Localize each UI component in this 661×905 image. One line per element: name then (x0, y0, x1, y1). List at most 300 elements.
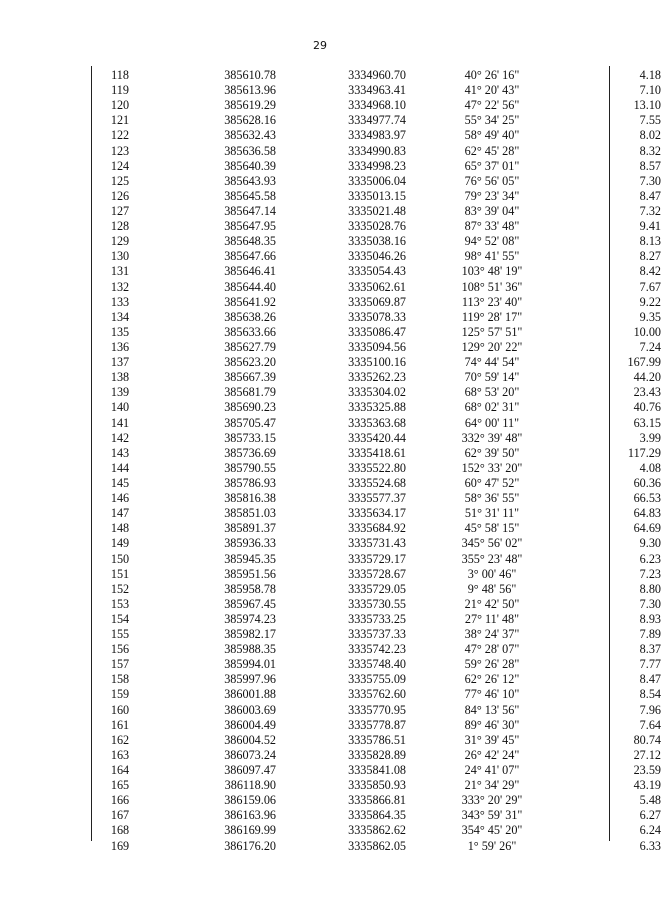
distance-value: 8.93 (639, 611, 661, 626)
northing-value: 3335094.56 (348, 339, 406, 354)
northing-value: 3335078.33 (348, 309, 406, 324)
northing-value: 3335755.09 (348, 672, 406, 687)
bearing-value: 64° 00' 11" (464, 415, 520, 430)
easting-value: 385891.37 (224, 521, 276, 536)
northing-value: 3334963.41 (348, 83, 406, 98)
easting-value: 385790.55 (224, 460, 276, 475)
table-row (92, 279, 661, 295)
point-number: 168 (110, 823, 130, 838)
table-row (92, 445, 661, 461)
table-row (92, 687, 661, 702)
distance-value: 10.00 (633, 324, 661, 339)
bearing-value: 26° 42' 24" (464, 747, 520, 762)
distance-value: 13.10 (633, 98, 661, 113)
table-row (92, 778, 661, 793)
easting-value: 386176.20 (224, 838, 276, 853)
distance-value: 23.59 (633, 763, 661, 778)
point-number: 140 (110, 400, 130, 415)
northing-value: 3335577.37 (348, 491, 406, 506)
easting-value: 385705.47 (224, 415, 276, 430)
table-row (92, 793, 661, 808)
northing-value: 3335730.55 (348, 596, 406, 611)
distance-value: 44.20 (633, 370, 661, 385)
bearing-value: 74° 44' 54" (464, 355, 520, 370)
distance-value: 7.32 (639, 203, 661, 218)
distance-value: 167.99 (627, 355, 661, 370)
northing-value: 3335634.17 (348, 506, 406, 521)
point-number: 119 (111, 83, 129, 98)
distance-value: 4.18 (639, 68, 661, 82)
easting-value: 385967.45 (224, 596, 276, 611)
easting-value: 385645.58 (224, 188, 276, 203)
table-row (92, 324, 661, 340)
table-row (92, 596, 661, 612)
point-number: 164 (110, 763, 130, 778)
point-number: 144 (110, 460, 130, 475)
table-row (92, 173, 661, 189)
easting-value: 385982.17 (224, 627, 276, 642)
bearing-value: 125° 57' 51" (461, 324, 523, 339)
point-number: 143 (110, 445, 130, 460)
northing-value: 3335420.44 (348, 430, 406, 445)
easting-value: 385646.41 (224, 264, 276, 279)
bearing-value: 65° 37' 01" (464, 158, 520, 173)
northing-value: 3334990.83 (348, 143, 406, 158)
table-row (92, 475, 661, 491)
easting-value: 386163.96 (224, 808, 276, 823)
point-number: 127 (110, 203, 130, 218)
northing-value: 3335731.43 (348, 536, 406, 551)
northing-value: 3335069.87 (348, 294, 406, 309)
northing-value: 3335862.62 (348, 823, 406, 838)
northing-value: 3335054.43 (348, 264, 406, 279)
northing-value: 3335038.16 (348, 234, 406, 249)
distance-value: 66.53 (633, 491, 661, 506)
point-number: 145 (110, 475, 130, 490)
bearing-value: 62° 39' 50" (464, 445, 520, 460)
bearing-value: 21° 42' 50" (464, 596, 520, 611)
bearing-value: 79° 23' 34" (464, 188, 520, 203)
northing-value: 3334983.97 (348, 128, 406, 143)
bearing-value: 87° 33' 48" (464, 219, 520, 234)
northing-value: 3335828.89 (348, 747, 406, 762)
distance-value: 64.83 (633, 506, 661, 521)
bearing-value: 1° 59' 26" (467, 838, 517, 853)
point-number: 152 (110, 581, 130, 596)
northing-value: 3335748.40 (348, 657, 406, 672)
table-row (92, 415, 661, 431)
table-row (92, 672, 661, 687)
easting-value: 385619.29 (224, 98, 276, 113)
easting-value: 385627.79 (224, 339, 276, 354)
table-row (92, 581, 661, 597)
easting-value: 385647.95 (224, 219, 276, 234)
distance-value: 80.74 (633, 732, 661, 747)
distance-value: 8.57 (639, 158, 661, 173)
bearing-value: 355° 23' 48" (461, 551, 523, 566)
distance-value: 27.12 (633, 747, 661, 762)
point-number: 151 (110, 566, 130, 581)
easting-value: 385681.79 (224, 385, 276, 400)
northing-value: 3335304.02 (348, 385, 406, 400)
distance-value: 8.54 (639, 687, 661, 702)
bearing-value: 98° 41' 55" (464, 249, 520, 264)
northing-value: 3335862.05 (348, 838, 406, 853)
distance-value: 7.77 (639, 657, 661, 672)
bearing-value: 70° 59' 14" (464, 370, 520, 385)
point-number: 165 (110, 778, 130, 793)
distance-value: 6.23 (639, 551, 661, 566)
distance-value: 8.47 (639, 672, 661, 687)
point-number: 133 (110, 294, 130, 309)
point-number: 153 (110, 596, 130, 611)
distance-value: 7.55 (639, 113, 661, 128)
northing-value: 3335524.68 (348, 475, 406, 490)
bearing-value: 76° 56' 05" (464, 173, 520, 188)
bearing-value: 77° 46' 10" (464, 687, 520, 702)
bearing-value: 60° 47' 52" (464, 475, 520, 490)
bearing-value: 58° 36' 55" (464, 491, 520, 506)
table-row (92, 264, 661, 279)
table-row (92, 309, 661, 325)
table-row (92, 551, 661, 567)
bearing-value: 84° 13' 56" (464, 702, 520, 717)
easting-value: 386159.06 (224, 793, 276, 808)
bearing-value: 68° 53' 20" (464, 385, 520, 400)
point-number: 155 (110, 627, 130, 642)
table-row (92, 536, 661, 551)
table-row (92, 642, 661, 657)
distance-value: 7.30 (639, 596, 661, 611)
easting-value: 386004.49 (224, 717, 276, 732)
bearing-value: 103° 48' 19" (461, 264, 523, 279)
distance-value: 8.13 (639, 234, 661, 249)
easting-value: 385816.38 (224, 491, 276, 506)
point-number: 139 (110, 385, 130, 400)
bearing-value: 113° 23' 40" (461, 294, 523, 309)
northing-value: 3335841.08 (348, 763, 406, 778)
distance-value: 9.41 (639, 219, 661, 234)
table-row (92, 491, 661, 506)
northing-value: 3335786.51 (348, 732, 406, 747)
table-row (92, 702, 661, 718)
table-row (92, 611, 661, 627)
northing-value: 3335778.87 (348, 717, 406, 732)
bearing-value: 9° 48' 56" (467, 581, 517, 596)
distance-value: 8.47 (639, 188, 661, 203)
table-row (92, 294, 661, 310)
bearing-value: 94° 52' 08" (464, 234, 520, 249)
bearing-value: 333° 20' 29" (461, 793, 523, 808)
table-row (92, 68, 661, 83)
bearing-value: 31° 39' 45" (464, 732, 520, 747)
table-row (92, 234, 661, 249)
point-number: 141 (110, 415, 130, 430)
northing-value: 3334998.23 (348, 158, 406, 173)
easting-value: 385641.92 (224, 294, 276, 309)
table-row (92, 400, 661, 415)
bearing-value: 40° 26' 16" (464, 68, 520, 82)
bearing-value: 51° 31' 11" (464, 506, 520, 521)
table-row (92, 385, 661, 400)
distance-value: 23.43 (633, 385, 661, 400)
point-number: 126 (110, 188, 130, 203)
point-number: 148 (110, 521, 130, 536)
easting-value: 386118.90 (224, 778, 276, 793)
easting-value: 385623.20 (224, 355, 276, 370)
table-row (92, 521, 661, 536)
table-row (92, 460, 661, 476)
easting-value: 385690.23 (224, 400, 276, 415)
easting-value: 385988.35 (224, 642, 276, 657)
bearing-value: 119° 28' 17" (461, 309, 523, 324)
point-number: 131 (110, 264, 130, 279)
point-number: 157 (110, 657, 130, 672)
bearing-value: 354° 45' 20" (461, 823, 523, 838)
easting-value: 385945.35 (224, 551, 276, 566)
distance-value: 64.69 (633, 521, 661, 536)
point-number: 161 (110, 717, 130, 732)
easting-value: 385632.43 (224, 128, 276, 143)
distance-value: 9.30 (639, 536, 661, 551)
northing-value: 3334960.70 (348, 68, 406, 82)
distance-value: 40.76 (633, 400, 661, 415)
northing-value: 3335363.68 (348, 415, 406, 430)
table-row (92, 113, 661, 128)
easting-value: 385647.66 (224, 249, 276, 264)
distance-value: 7.89 (639, 627, 661, 642)
point-number: 158 (110, 672, 130, 687)
table-row (92, 339, 661, 355)
northing-value: 3335684.92 (348, 521, 406, 536)
table-row (92, 98, 661, 113)
easting-value: 385736.69 (224, 445, 276, 460)
easting-value: 385851.03 (224, 506, 276, 521)
bearing-value: 345° 56' 02" (461, 536, 523, 551)
table-row (92, 430, 661, 446)
point-number: 150 (110, 551, 130, 566)
distance-value: 8.42 (639, 264, 661, 279)
table-row (92, 747, 661, 763)
table-row (92, 158, 661, 174)
bearing-value: 38° 24' 37" (464, 627, 520, 642)
northing-value: 3335864.35 (348, 808, 406, 823)
point-number: 134 (110, 309, 130, 324)
bearing-value: 55° 34' 25" (464, 113, 520, 128)
point-number: 162 (110, 732, 130, 747)
distance-value: 60.36 (633, 475, 661, 490)
northing-value: 3335262.23 (348, 370, 406, 385)
point-number: 160 (110, 702, 130, 717)
table-row (92, 627, 661, 642)
northing-value: 3335729.17 (348, 551, 406, 566)
distance-value: 7.10 (639, 83, 661, 98)
point-number: 137 (110, 355, 130, 370)
easting-value: 385636.58 (224, 143, 276, 158)
point-number: 156 (110, 642, 130, 657)
easting-value: 385640.39 (224, 158, 276, 173)
distance-value: 8.80 (639, 581, 661, 596)
point-number: 163 (110, 747, 130, 762)
point-number: 130 (110, 249, 130, 264)
point-number: 135 (110, 324, 130, 339)
table-row (92, 657, 661, 672)
easting-value: 386003.69 (224, 702, 276, 717)
table-row (92, 566, 661, 582)
table-row (92, 249, 661, 264)
easting-value: 385994.01 (224, 657, 276, 672)
northing-value: 3335522.80 (348, 460, 406, 475)
bearing-value: 62° 26' 12" (464, 672, 520, 687)
easting-value: 385613.96 (224, 83, 276, 98)
table-row (92, 506, 661, 521)
bearing-value: 152° 33' 20" (461, 460, 523, 475)
table-row (92, 808, 661, 823)
table-row (92, 838, 661, 854)
distance-value: 6.24 (639, 823, 661, 838)
northing-value: 3335733.25 (348, 611, 406, 626)
easting-value: 385733.15 (224, 430, 276, 445)
northing-value: 3335062.61 (348, 279, 406, 294)
northing-value: 3335021.48 (348, 203, 406, 218)
distance-value: 7.64 (639, 717, 661, 732)
easting-value: 385958.78 (224, 581, 276, 596)
page-number: 29 (313, 39, 327, 52)
bearing-value: 3° 00' 46" (467, 566, 517, 581)
distance-value: 5.48 (639, 793, 661, 808)
table-row (92, 188, 661, 204)
easting-value: 386004.52 (224, 732, 276, 747)
point-number: 128 (110, 219, 130, 234)
northing-value: 3335742.23 (348, 642, 406, 657)
easting-value: 385997.96 (224, 672, 276, 687)
distance-value: 7.23 (639, 566, 661, 581)
point-number: 169 (110, 838, 130, 853)
northing-value: 3335046.26 (348, 249, 406, 264)
easting-value: 386097.47 (224, 763, 276, 778)
bearing-value: 41° 20' 43" (464, 83, 520, 98)
easting-value: 385628.16 (224, 113, 276, 128)
easting-value: 386169.99 (224, 823, 276, 838)
point-number: 136 (110, 339, 130, 354)
bearing-value: 21° 34' 29" (464, 778, 520, 793)
northing-value: 3335418.61 (348, 445, 406, 460)
distance-value: 7.67 (639, 279, 661, 294)
northing-value: 3335100.16 (348, 355, 406, 370)
distance-value: 63.15 (633, 415, 661, 430)
easting-value: 385936.33 (224, 536, 276, 551)
point-number: 122 (110, 128, 130, 143)
point-number: 146 (110, 491, 130, 506)
easting-value: 386001.88 (224, 687, 276, 702)
distance-value: 9.22 (639, 294, 661, 309)
distance-value: 8.32 (639, 143, 661, 158)
point-number: 123 (110, 143, 130, 158)
distance-value: 117.29 (627, 445, 661, 460)
bearing-value: 24° 41' 07" (464, 763, 520, 778)
distance-value: 7.24 (639, 339, 661, 354)
easting-value: 385974.23 (224, 611, 276, 626)
point-number: 125 (110, 173, 130, 188)
table-row (92, 219, 661, 234)
table-body (92, 68, 661, 854)
easting-value: 385643.93 (224, 173, 276, 188)
bearing-value: 58° 49' 40" (464, 128, 520, 143)
northing-value: 3335770.95 (348, 702, 406, 717)
distance-value: 7.30 (639, 173, 661, 188)
easting-value: 385951.56 (224, 566, 276, 581)
bearing-value: 27° 11' 48" (464, 611, 520, 626)
easting-value: 385610.78 (224, 68, 276, 82)
bearing-value: 332° 39' 48" (461, 430, 523, 445)
bearing-value: 59° 26' 28" (464, 657, 520, 672)
point-number: 166 (110, 793, 130, 808)
table-row (92, 823, 661, 838)
distance-value: 3.99 (639, 430, 661, 445)
northing-value: 3335325.88 (348, 400, 406, 415)
point-number: 147 (110, 506, 130, 521)
table-row (92, 203, 661, 219)
bearing-value: 45° 58' 15" (464, 521, 520, 536)
easting-value: 385644.40 (224, 279, 276, 294)
point-number: 142 (110, 430, 130, 445)
northing-value: 3335028.76 (348, 219, 406, 234)
table-row (92, 355, 661, 370)
northing-value: 3335850.93 (348, 778, 406, 793)
bearing-value: 343° 59' 31" (461, 808, 523, 823)
table-row (92, 370, 661, 385)
northing-value: 3334977.74 (348, 113, 406, 128)
point-number: 129 (110, 234, 130, 249)
northing-value: 3335013.15 (348, 188, 406, 203)
easting-value: 385647.14 (224, 203, 276, 218)
point-number: 121 (110, 113, 130, 128)
table-row (92, 763, 661, 778)
easting-value: 386073.24 (224, 747, 276, 762)
northing-value: 3335006.04 (348, 173, 406, 188)
northing-value: 3335728.67 (348, 566, 406, 581)
point-number: 118 (111, 68, 129, 82)
distance-value: 8.37 (639, 642, 661, 657)
point-number: 124 (110, 158, 130, 173)
northing-value: 3335729.05 (348, 581, 406, 596)
table-row (92, 83, 661, 98)
bearing-value: 47° 28' 07" (464, 642, 520, 657)
easting-value: 385648.35 (224, 234, 276, 249)
point-number: 138 (110, 370, 130, 385)
bearing-value: 108° 51' 36" (461, 279, 523, 294)
northing-value: 3334968.10 (348, 98, 406, 113)
bearing-value: 83° 39' 04" (464, 203, 520, 218)
table-row (92, 717, 661, 733)
point-number: 159 (110, 687, 130, 702)
bearing-value: 62° 45' 28" (464, 143, 520, 158)
bearing-value: 89° 46' 30" (464, 717, 520, 732)
distance-value: 8.02 (639, 128, 661, 143)
distance-value: 4.08 (639, 460, 661, 475)
table-row (92, 143, 661, 159)
bearing-value: 47° 22' 56" (464, 98, 520, 113)
distance-value: 9.35 (639, 309, 661, 324)
table-row (92, 128, 661, 143)
distance-value: 8.27 (639, 249, 661, 264)
northing-value: 3335737.33 (348, 627, 406, 642)
distance-value: 6.27 (639, 808, 661, 823)
easting-value: 385633.66 (224, 324, 276, 339)
point-number: 120 (110, 98, 130, 113)
point-number: 149 (110, 536, 130, 551)
northing-value: 3335086.47 (348, 324, 406, 339)
